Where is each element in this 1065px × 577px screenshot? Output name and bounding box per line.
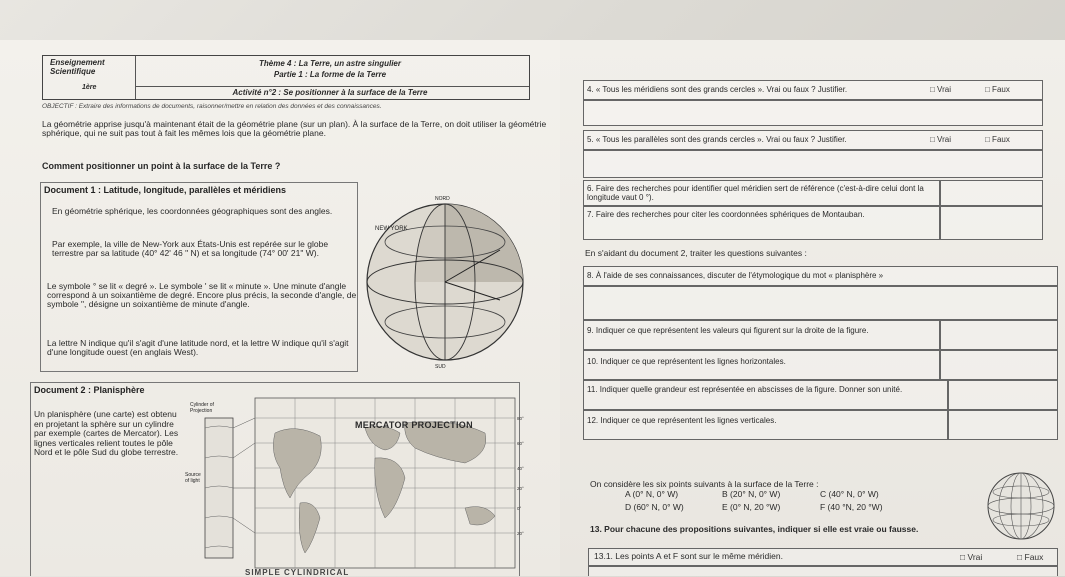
header-partie: Partie 1 : La forme de la Terre	[273, 70, 387, 79]
svg-text:20°: 20°	[517, 531, 524, 536]
q13-1-faux-checkbox[interactable]: □ Faux	[1017, 552, 1044, 562]
svg-text:Projection: Projection	[190, 408, 213, 414]
q13-1-vrai-checkbox[interactable]: □ Vrai	[960, 552, 983, 562]
q8-text: 8. À l'aide de ses connaissances, discuter de l'étymologique du mot « planisphère »	[587, 271, 884, 280]
q10-text: 10. Indiquer ce que représentent les lignes horizontales.	[587, 357, 786, 366]
q9-answer-cell[interactable]	[940, 320, 1058, 350]
q9-row	[583, 320, 940, 350]
header-activite: Activité n°2 : Se positionner à la surface de la Terre	[232, 88, 428, 97]
q13-1-text: 13.1. Les points A et F sont sur le même méridien.	[594, 551, 783, 561]
q13-2-row-partial	[588, 566, 1058, 576]
q11-text: 11. Indiquer quelle grandeur est représentée en abscisses de la figure. Donner son unité.	[587, 385, 903, 394]
point-d: D (60° N, 0° W)	[625, 502, 684, 512]
q7-text: 7. Faire des recherches pour citer les coordonnées sphériques de Montauban.	[587, 210, 865, 219]
q5-vrai-checkbox[interactable]: □ Vrai	[930, 135, 951, 144]
q5-text: 5. « Tous les parallèles sont des grands cercles ». Vrai ou faux ? Justifier.	[587, 135, 847, 144]
point-b: B (20° N, 0° W)	[722, 489, 781, 499]
svg-text:20°: 20°	[517, 486, 524, 491]
q12-answer-cell[interactable]	[948, 410, 1058, 440]
q4-vrai-checkbox[interactable]: □ Vrai	[930, 85, 951, 94]
svg-text:40°: 40°	[517, 466, 524, 471]
header-theme: Thème 4 : La Terre, un astre singulier	[259, 59, 401, 68]
header-level: 1ère	[82, 84, 97, 91]
globe-new-york-label: NEW YORK	[375, 226, 408, 232]
point-a: A (0° N, 0° W)	[625, 489, 679, 499]
q12-row	[583, 410, 948, 440]
document-1-p4: La lettre N indique qu'il s'agit d'une latitude nord, et la lettre W indique qu'il s'agit d'une longitude ouest (en anglais West).	[47, 338, 349, 357]
simple-cylindrical-label: SIMPLE CYLINDRICAL	[245, 568, 350, 577]
svg-text:Cylinder of: Cylinder of	[190, 402, 214, 408]
header-enseignement: Enseignement	[50, 58, 105, 67]
point-f: F (40 °N, 20 °W)	[820, 502, 883, 512]
document-2-title: Document 2 : Planisphère	[34, 385, 145, 395]
svg-text:60°: 60°	[517, 441, 524, 446]
svg-text:of light: of light	[185, 478, 200, 484]
q10-answer-cell[interactable]	[940, 350, 1058, 380]
graticule-globe-illustration	[985, 470, 1057, 542]
q11-answer-cell[interactable]	[948, 380, 1058, 410]
svg-text:80°: 80°	[517, 416, 524, 421]
q4-answer-area[interactable]	[583, 100, 1043, 126]
doc2-questions-intro: En s'aidant du document 2, traiter les questions suivantes :	[585, 248, 807, 258]
header-scientifique: Scientifique	[50, 67, 96, 76]
intro-paragraph: La géométrie apprise jusqu'à maintenant était de la géométrie plane (sur un plan). À la surface de la Terre, on doit utiliser la géométrie sphérique, qui ne suit pas tout à fait les mêmes lois que la géométrie plane.	[42, 119, 547, 138]
objective: OBJECTIF : Extraire des informations de documents, raisonner/mettre en relation des données et des connaissances.	[42, 103, 382, 110]
points-intro: On considère les six points suivants à la surface de la Terre :	[590, 479, 819, 489]
q6-answer-cell[interactable]	[940, 180, 1043, 206]
svg-text:SUD: SUD	[435, 364, 446, 370]
globe-latitude-longitude-illustration	[350, 190, 550, 370]
q9-text: 9. Indiquer ce que représentent les valeurs qui figurent sur la droite de la figure.	[587, 326, 869, 335]
q8-answer-area[interactable]	[583, 286, 1058, 320]
document-1-p2: Par exemple, la ville de New-York aux États-Unis est repérée sur le globe terrestre par sa latitude (40° 42' 46 " N) et sa longitude (74° 00' 21" W).	[52, 239, 329, 258]
point-c: C (40° N, 0° W)	[820, 489, 879, 499]
q6-text: 6. Faire des recherches pour identifier quel méridien sert de référence (c'est-à-dire celui dont la longitude vaut 0 °).	[587, 184, 924, 202]
q4-text: 4. « Tous les méridiens sont des grands cercles ». Vrai ou faux ? Justifier.	[587, 85, 848, 94]
document-1-title: Document 1 : Latitude, longitude, parallèles et méridiens	[44, 185, 287, 195]
q13-text: 13. Pour chacune des propositions suivantes, indiquer si elle est vraie ou fausse.	[590, 524, 919, 534]
document-1-p1: En géométrie sphérique, les coordonnées géographiques sont des angles.	[52, 206, 333, 216]
document-1-p3: Le symbole ° se lit « degré ». Le symbole ' se lit « minute ». Une minute d'angle correspond à un soixantième de degré. Encore plus précis, la seconde d'angle, de symbole ", désigne un soixantième de minute d'angle.	[47, 281, 357, 309]
q4-faux-checkbox[interactable]: □ Faux	[985, 85, 1010, 94]
document-2-text: Un planisphère (une carte) est obtenu en projetant la sphère sur un cylindre par exemple (cartes de Mercator). Les lignes verticales relient toutes le pôle Nord et le pôle Sud du globe terrestre.	[34, 409, 179, 457]
q7-answer-cell[interactable]	[940, 206, 1043, 240]
q5-answer-area[interactable]	[583, 150, 1043, 178]
mercator-projection-illustration	[185, 388, 525, 576]
main-question: Comment positionner un point à la surface de la Terre ?	[42, 161, 281, 171]
q5-faux-checkbox[interactable]: □ Faux	[985, 135, 1010, 144]
mercator-title: MERCATOR PROJECTION	[355, 420, 473, 430]
svg-text:NORD: NORD	[435, 196, 450, 202]
q12-text: 12. Indiquer ce que représentent les lignes verticales.	[587, 416, 777, 425]
svg-text:0°: 0°	[517, 506, 522, 511]
svg-text:Source: Source	[185, 472, 201, 478]
point-e: E (0° N, 20 °W)	[722, 502, 781, 512]
header-divider	[135, 86, 529, 87]
